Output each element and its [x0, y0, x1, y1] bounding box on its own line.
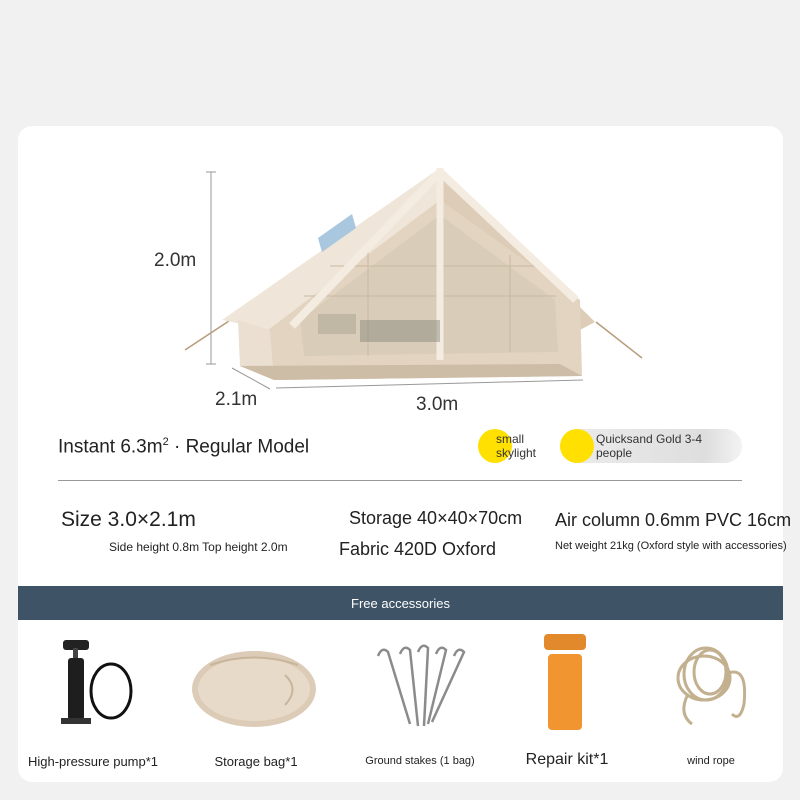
ground-stakes-icon	[370, 638, 470, 733]
wind-rope-icon	[668, 634, 758, 729]
accessory-label-repair-kit: Repair kit*1	[525, 751, 609, 768]
accessory-label-wind-rope: wind rope	[687, 755, 735, 767]
pump-icon	[55, 636, 145, 728]
repair-kit-icon	[540, 632, 590, 734]
color-tag-label: Quicksand Gold 3-4 people	[596, 432, 703, 460]
color-tag	[560, 429, 742, 463]
accessory-label-ground-stakes: Ground stakes (1 bag)	[365, 755, 475, 767]
skylight-tag-label: small skylight	[496, 432, 537, 460]
spec-storage: Storage 40×40×70cm	[349, 508, 523, 528]
spec-air-column: Air column 0.6mm PVC 16cm	[555, 510, 792, 530]
accessory-label-storage-bag: Storage bag*1	[214, 754, 298, 769]
product-title: Instant $6.3m^2$ · Regular Model	[58, 436, 310, 458]
width-dimension: 3.0m	[416, 394, 459, 415]
spec-size: Size 3.0×2.1m	[61, 508, 196, 531]
spec-net-weight: Net weight 21kg (Oxford style with accessories)	[555, 540, 787, 552]
divider	[58, 480, 742, 481]
spec-fabric: Fabric 420D Oxford	[339, 539, 497, 559]
depth-dimension: 2.1m	[215, 389, 258, 410]
skylight-tag	[478, 429, 578, 463]
free-accessories-banner: Free accessories	[18, 586, 783, 620]
storage-bag-icon	[190, 645, 320, 730]
accessory-label-pump: High-pressure pump*1	[27, 754, 159, 769]
height-dimension: 2.0m	[154, 250, 197, 271]
spec-heights: Side height 0.8m Top height 2.0m	[109, 540, 288, 554]
